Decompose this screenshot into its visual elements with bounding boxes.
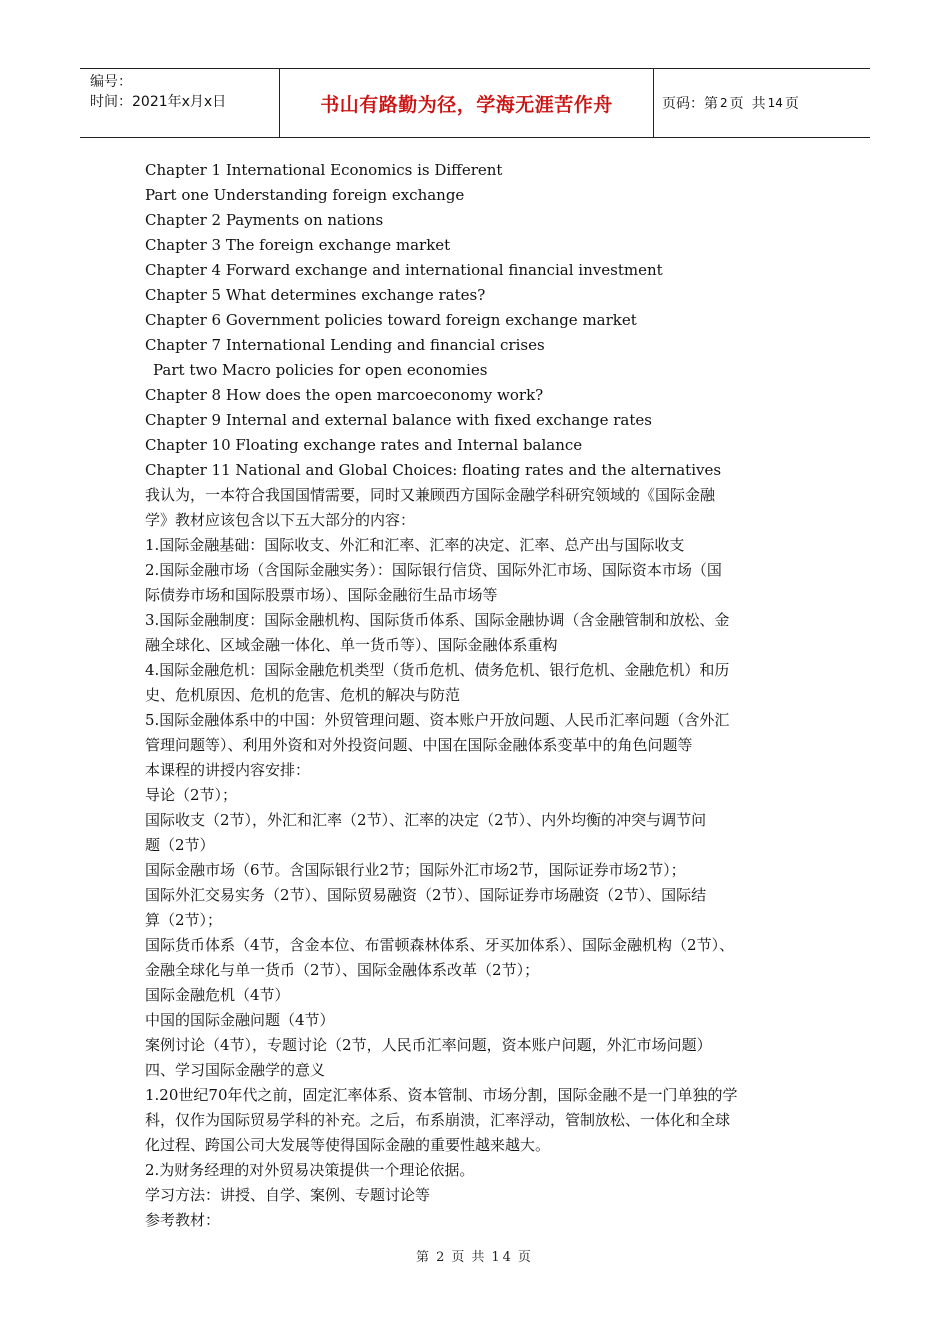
- document-body: [145, 158, 815, 1233]
- text-line: 四、学习国际金融学的意义: [145, 1061, 326, 1079]
- text-line: 国际金融危机（4节）: [145, 986, 290, 1004]
- text-line: Chapter 1 International Economics is Different: [145, 161, 503, 179]
- text-line: 国际金融市场（6节。含国际银行业2节；国际外汇市场2节，国际证券市场2节）；: [145, 861, 686, 879]
- text-line: 学习方法：讲授、自学、案例、专题讨论等: [145, 1186, 431, 1204]
- text-line: 5.国际金融体系中的中国：外贸管理问题、资本账户开放问题、人民币汇率问题（含外汇: [145, 711, 730, 729]
- text-line: 国际收支（2节），外汇和汇率（2节）、汇率的决定（2节）、内外均衡的冲突与调节问: [145, 811, 707, 829]
- header-motto-cell: [280, 69, 654, 137]
- header-page-suffix: 页: [784, 96, 799, 112]
- footer-page-total: 14: [491, 1250, 514, 1265]
- page-footer: [0, 1246, 950, 1265]
- text-line: Chapter 3 The foreign exchange market: [145, 236, 451, 254]
- text-line: Chapter 10 Floating exchange rates and Internal balance: [145, 436, 583, 454]
- text-line: 算（2节）；: [145, 911, 223, 929]
- text-line: 化过程、跨国公司大发展等使得国际金融的重要性越来越大。: [145, 1136, 551, 1154]
- text-line: Chapter 9 Internal and external balance with fixed exchange rates: [145, 411, 652, 429]
- header-page-mid: 页: [729, 96, 744, 112]
- footer-suffix: 页: [517, 1250, 534, 1265]
- document-date-label: 时间：2021年x月x日: [90, 94, 227, 110]
- text-line: 中国的国际金融问题（4节）: [145, 1011, 335, 1029]
- text-line: 2.国际金融市场（含国际金融实务）：国际银行信贷、国际外汇市场、国际资本市场（国: [145, 561, 722, 579]
- text-line: 金融全球化与单一货币（2节）、国际金融体系改革（2节）；: [145, 961, 540, 979]
- text-line: 国际货币体系（4节，含金本位、布雷顿森林体系、牙买加体系）、国际金融机构（2节）、: [145, 936, 735, 954]
- text-line: 融全球化、区域金融一体化、单一货币等）、国际金融体系重构: [145, 636, 558, 654]
- footer-mid: 页: [451, 1250, 468, 1265]
- text-line: Chapter 8 How does the open marcoeconomy work?: [145, 386, 544, 404]
- header-page-total-prefix: 共: [751, 96, 766, 112]
- text-line: Chapter 2 Payments on nations: [145, 211, 384, 229]
- text-line: Chapter 4 Forward exchange and international financial investment: [145, 261, 663, 279]
- text-line: 4.国际金融危机：国际金融危机类型（货币危机、债务危机、银行危机、金融危机）和历: [145, 661, 730, 679]
- document-number-label: 编号：: [90, 74, 132, 90]
- text-line: 3.国际金融制度：国际金融机构、国际货币体系、国际金融协调（含金融管制和放松、金: [145, 611, 730, 629]
- header-page-cell: [654, 69, 870, 137]
- text-line: 我认为，一本符合我国国情需要，同时又兼顾西方国际金融学科研究领域的《国际金融: [145, 486, 716, 504]
- header-motto: 书山有路勤为径，学海无涯苦作舟: [320, 93, 613, 116]
- page-header: [80, 68, 870, 138]
- header-page-current: 2: [720, 96, 728, 110]
- text-line: 案例讨论（4节），专题讨论（2节，人民币汇率问题，资本账户问题，外汇市场问题）: [145, 1036, 712, 1054]
- text-line: 1.20世纪70年代之前，固定汇率体系、资本管制、市场分割，国际金融不是一门单独的学: [145, 1086, 738, 1104]
- text-line: Chapter 5 What determines exchange rates?: [145, 286, 486, 304]
- text-line: Part two Macro policies for open economies: [153, 361, 488, 379]
- text-line: 科，仅作为国际贸易学科的补充。之后，布系崩溃，汇率浮动，管制放松、一体化和全球: [145, 1111, 731, 1129]
- text-line: Chapter 11 National and Global Choices: floating rates and the alternatives: [145, 461, 722, 479]
- text-line: 1.国际金融基础：国际收支、外汇和汇率、汇率的决定、汇率、总产出与国际收支: [145, 536, 685, 554]
- text-line: Chapter 6 Government policies toward foreign exchange market: [145, 311, 637, 329]
- text-line: Chapter 7 International Lending and financial crises: [145, 336, 545, 354]
- text-line: 管理问题等）、利用外资和对外投资问题、中国在国际金融体系变革中的角色问题等: [145, 736, 693, 754]
- text-line: 国际外汇交易实务（2节）、国际贸易融资（2节）、国际证券市场融资（2节）、国际结: [145, 886, 707, 904]
- footer-total-prefix: 共: [471, 1250, 488, 1265]
- footer-page-current: 2: [436, 1250, 448, 1265]
- header-info-cell: [80, 69, 280, 137]
- header-page-total: 14: [767, 96, 783, 110]
- text-line: 史、危机原因、危机的危害、危机的解决与防范: [145, 686, 461, 704]
- text-line: 本课程的讲授内容安排：: [145, 761, 311, 779]
- text-line: 参考教材：: [145, 1211, 221, 1229]
- text-line: 导论（2节）；: [145, 786, 238, 804]
- text-line: 题（2节）: [145, 836, 215, 854]
- text-line: Part one Understanding foreign exchange: [145, 186, 465, 204]
- text-line: 2.为财务经理的对外贸易决策提供一个理论依据。: [145, 1161, 475, 1179]
- text-line: 际债券市场和国际股票市场）、国际金融衍生品市场等: [145, 586, 498, 604]
- header-page-prefix: 页码：第: [662, 96, 718, 112]
- footer-prefix: 第: [416, 1250, 433, 1265]
- text-line: 学》教材应该包含以下五大部分的内容：: [145, 511, 416, 529]
